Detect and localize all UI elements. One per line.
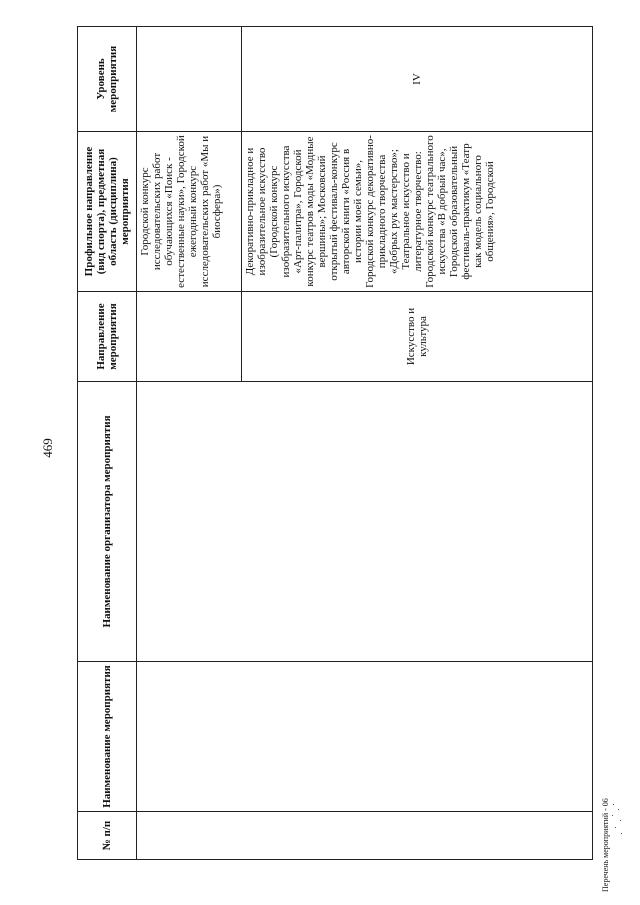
cell-event-name bbox=[137, 662, 593, 812]
cell-number bbox=[137, 812, 593, 860]
cell-direction: Искусство и культура bbox=[242, 292, 593, 382]
table-row bbox=[137, 27, 242, 860]
cell-organizer bbox=[137, 382, 593, 662]
page-number: 469 bbox=[40, 438, 55, 458]
cell-profile: Декоративно-прикладное и изобразительное искусство (Городской конкурс изобразительного искусства «Арт-палитра», Городской конкурс театров моды «Модные вершины»; Московский открытый фестиваль-конкурс авторской книги «Россия в истории моей семьи», Городской конкурс декоративно-прикладного творчества «Добрых рук мастерство»; Театральное искусство и литературное творчество: Городской конкурс театрального искусства «В добрый час», Городской образовательный фестиваль-практикум «Театр как модель социального общения», Городской bbox=[242, 132, 593, 292]
cell-level bbox=[137, 27, 242, 132]
events-table-container bbox=[77, 27, 581, 860]
header-profile: Профильное направление (вид спорта), предметная область (дисциплина) мероприятия bbox=[78, 132, 137, 292]
footer-text: Перечень мероприятий - 06 bbox=[601, 798, 610, 892]
cell-profile: Городской конкурс исследовательских работ обучающихся «Поиск - естественные науки», Городской ежегодный конкурс исследовательских работ «Мы и биосфера») bbox=[137, 132, 242, 292]
header-direction: Направление мероприятия bbox=[78, 292, 137, 382]
cell-level: IV bbox=[242, 27, 593, 132]
header-level: Уровень мероприятия bbox=[78, 27, 137, 132]
table-header-row bbox=[78, 27, 137, 860]
header-event-name: Наименование мероприятия bbox=[78, 662, 137, 812]
events-table bbox=[77, 26, 593, 860]
header-organizer: Наименование организатора мероприятия bbox=[78, 382, 137, 662]
cell-direction bbox=[137, 292, 242, 382]
scan-noise bbox=[610, 800, 624, 840]
header-number: № п/п bbox=[78, 812, 137, 860]
